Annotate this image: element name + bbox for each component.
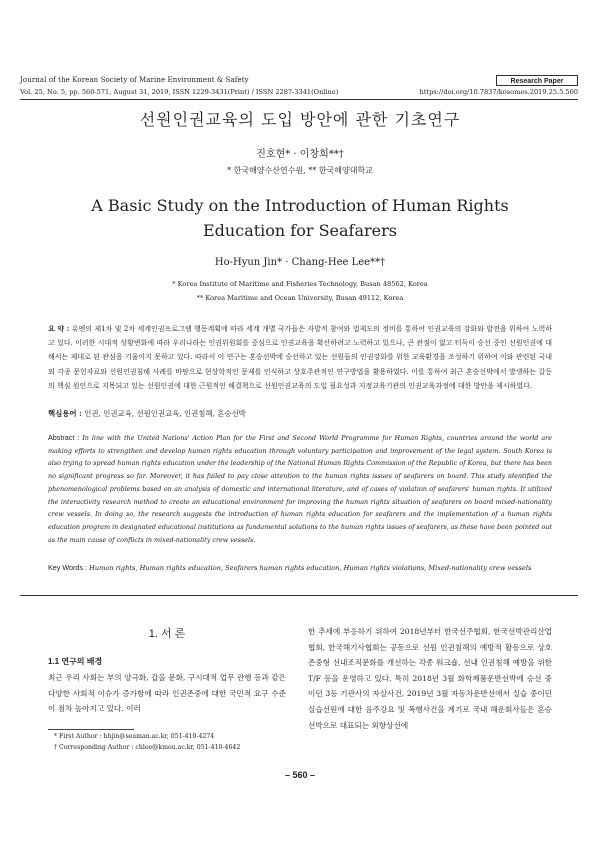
korean-keywords	[48, 408, 246, 419]
korean-authors: 진호현* · 이창희**†	[256, 149, 344, 160]
korean-abstract-text: 유엔의 제1차 및 2차 세계인권프로그램 행동계획에 따라 세계 개별 국가들은 자발적 참여와 법제도의 정비를 통하여 인권교육의 강화와 발전을 위하여 노력하고 있다. 이러한 시대적 상황변화에 따라 우리나라는 인권위원회를 중심으로 인권교육을 확산하려고 노력하고 있으나, 큰 관점이 없고 터득이 승선 중인 선원인권에 대해서는 제대로 된 관심을 기울이지 못하고 있다. 따라서 이 연구는 혼승선박에 승선하고 있는 선원들의 인권강화를 위한 교육환경을 조성하기 위하여 이와 관련된 국내외 각종 문헌자료와 선원인권침해 사례를 바탕으로 현상학적인 문제를 인식하고 상호주관적인 연구방법을 활용하였다. 이를 통하여 최근 혼승선박에서 발생하는 갈등의 핵심 원인으로 지목되고 있는 선원인권에 대한 근원적인 해결책으로 선원인권교육의 도입 필요성과 지정교육기관의 인권교육과정에 대한 방안을 제시하였다.	[48, 325, 552, 390]
korean-abstract-label: 요 약 :	[48, 324, 70, 333]
english-authors: Ho-Hyun Jin* · Chang-Hee Lee**†	[214, 257, 386, 268]
korean-keywords-text: 인권, 인권교육, 선원인권교육, 인권침해, 혼승선박	[84, 409, 246, 418]
left-column-paragraph: 최근 우리 사회는 부의 양극화, 갑을 문화, 구시대적 업무 관행 등과 같은 다양한 사회적 이슈가 증가함에 따라 인권존중에 대한 국민적 요구 수준이 점차 높아지고 있다. 이러	[48, 673, 286, 714]
korean-affiliations: * 한국해양수산연수원, ** 한국해양대학교	[227, 166, 373, 175]
korean-title: 선원인권교육의 도입 방안에 관한 기초연구	[139, 110, 461, 129]
english-abstract-text: In line with the United Nations' Action Plan for the First and Second World Programme for Human Rights, countries around the world are making efforts to strengthen and develop human rights education through voluntary participation and improvement of the legal system. South Korea is also trying to spread human rights education under the leadership of the National Human Rights Commission of the Republic of Korea, but there has been no significant progress so far. Moreover, it has failed to pay close attention to the human rights issues of seafarers on board. This study identified the phenomenological problems based on an analysis of domestic and international literature, and of cases of violation of seafarers' human rights. It utilized the interactivity research method to create an educational environment for improving the human rights situation of seafarers on board mixed-nationality crew vessels. In doing so, the research suggests the introduction of human rights education for seafarers and the implementation of a human rights education program in designated educational institutions as fundamental solutions to the human rights issues of seafarers, as these have been pointed out as the main cause of conflicts in mixed-nationality crew vessels.	[48, 434, 552, 544]
doi-link[interactable]: https://doi.org/10.7837/kosomes.2019.25.5.560	[419, 88, 578, 96]
english-keywords	[48, 563, 531, 572]
section-title-introduction: 1. 서 론	[148, 628, 186, 640]
english-keywords-label: Key Words :	[48, 563, 88, 572]
page-number: – 560 –	[284, 770, 316, 780]
english-abstract	[48, 432, 552, 546]
right-column-paragraph: 한 추세에 부응하기 위하여 2018년부터 한국선주협회, 한국선박관리산업협회, 한국해기사협회는 공동으로 선원 인권침해의 예방적 활동으로 상호존중형 선내조직문화를 개선하는 각종 워크숍, 선내 인권침해 예방을 위한 T/F 등을 운영하고 있다. 특히 2018년 3월 화학제품운반선박에 승선 중이던 3등 기관사의 자살사건, 2019년 3월 자동차운반선에서 실습 중이던 실습선원에 대한 음주강요 및 폭행사건을 계기로 국내 해운회사들은 혼승선박으로 대표되는 외항상선에	[308, 627, 552, 730]
volume-info: Vol. 25, No. 5, pp. 560-571, August 31, 2019, ISSN 1229-3431(Print) / ISSN 2287-3341(Online)	[20, 88, 339, 96]
korean-abstract	[48, 322, 552, 393]
article-type-badge: Research Paper	[496, 75, 578, 86]
subsection-title-background: 1.1 연구의 배경	[48, 657, 103, 666]
journal-name: Journal of the Korean Society of Marine Environment & Safety	[20, 76, 249, 84]
english-affiliation-2: ** Korea Maritime and Ocean University, Busan 49112, Korea	[196, 294, 404, 302]
english-abstract-label: Abstract :	[48, 433, 80, 442]
footnote-corresponding-author: † Corresponding Author : chlee@kmou.ac.kr, 051-410-4642	[54, 744, 241, 751]
footnote-first-author: * First Author : hhjin@seaman.ac.kr, 051-410-4274	[54, 733, 215, 740]
abstract-rule	[20, 595, 578, 596]
footnote-rule	[48, 729, 134, 730]
header-rule	[20, 99, 578, 100]
english-affiliation-1: * Korea Institute of Maritime and Fisheries Technology, Busan 48562, Korea	[172, 280, 428, 288]
english-keywords-text: Human rights, Human rights education, Seafarers human rights education, Human rights violations, Mixed-nationality crew vessels	[89, 564, 532, 572]
korean-keywords-label: 핵심용어 :	[48, 409, 82, 418]
english-title: A Basic Study on the Introduction of Human Rights Education for Seafarers	[91, 196, 509, 240]
